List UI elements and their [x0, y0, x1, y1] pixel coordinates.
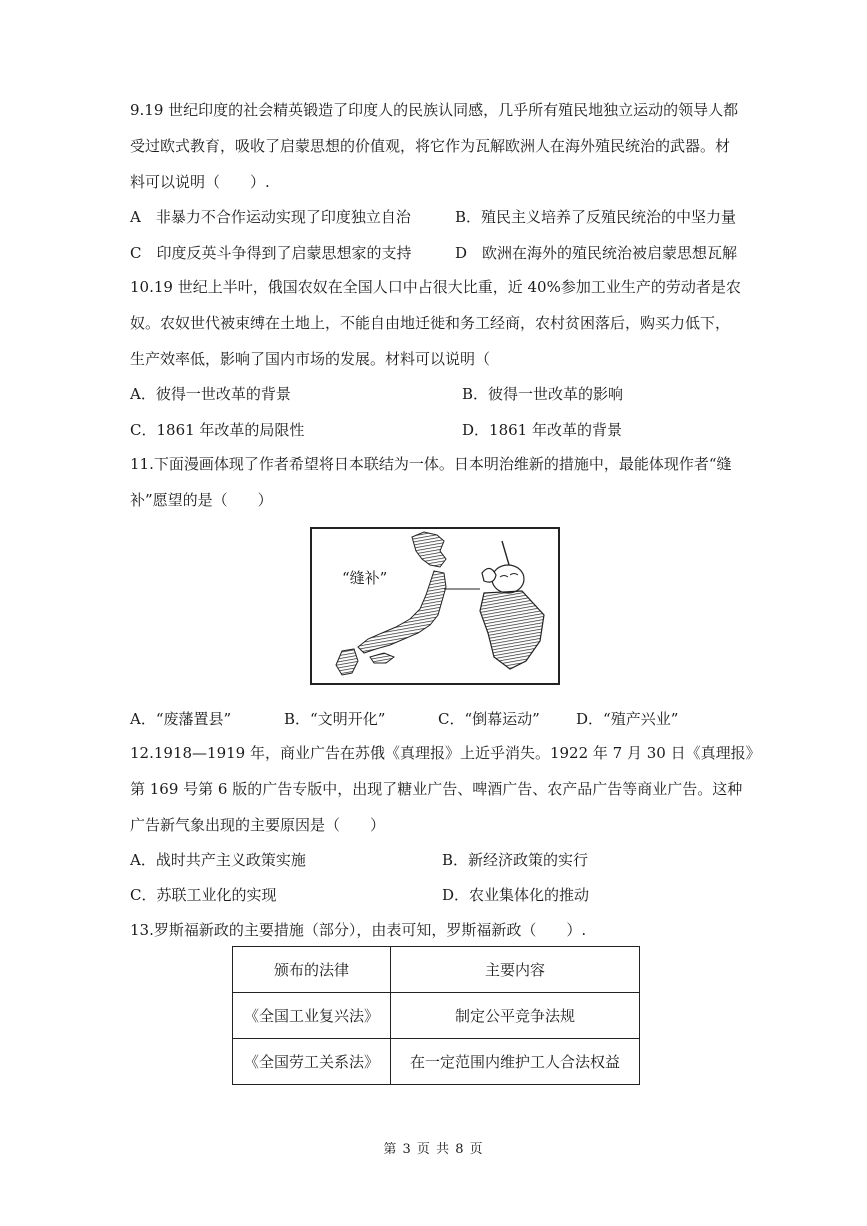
- q9-option-d[interactable]: D 欧洲在海外的殖民统治被启蒙思想瓦解: [455, 244, 738, 262]
- table-header-content: 主要内容: [391, 947, 640, 993]
- q11-option-d[interactable]: D．“殖产兴业”: [576, 710, 679, 728]
- new-deal-laws-table: [232, 946, 640, 1085]
- q11-option-c[interactable]: C．“倒幕运动”: [438, 710, 540, 728]
- q11-option-b[interactable]: B．“文明开化”: [284, 710, 386, 728]
- sewing-cartoon-figure: [310, 527, 560, 685]
- q9-option-b[interactable]: B．殖民主义培养了反殖民统治的中坚力量: [455, 208, 737, 226]
- q12-stem-line2: 第 169 号第 6 版的广告专版中，出现了糖业广告、啤酒广告、农产品广告等商业广告。这种: [130, 780, 743, 798]
- cartoon-caption: “缝补”: [342, 569, 388, 587]
- q9-stem-line1: 9.19 世纪印度的社会精英锻造了印度人的民族认同感，几乎所有殖民地独立运动的领导人都: [130, 101, 739, 119]
- q13-stem-line1: 13.罗斯福新政的主要措施（部分），由表可知，罗斯福新政（ ）.: [130, 921, 587, 939]
- q9-option-a[interactable]: A 非暴力不合作运动实现了印度独立自治: [130, 208, 411, 226]
- table-header-law: 颁布的法律: [233, 947, 391, 993]
- q9-option-c[interactable]: C 印度反英斗争得到了启蒙思想家的支持: [130, 244, 412, 262]
- q10-stem-line3: 生产效率低，影响了国内市场的发展。材料可以说明（: [130, 350, 491, 368]
- japan-map-cartoon-illustration: [312, 529, 558, 683]
- table-cell-law: 《全国劳工关系法》: [233, 1039, 391, 1085]
- table-row: [233, 993, 640, 1039]
- table-header-row: [233, 947, 640, 993]
- q12-stem-line3: 广告新气象出现的主要原因是（ ）: [130, 816, 386, 834]
- table-row: [233, 1039, 640, 1085]
- q10-stem-line2: 奴。农奴世代被束缚在土地上，不能自由地迁徙和务工经商，农村贫困落后，购买力低下，: [130, 314, 731, 332]
- table-cell-content: 在一定范围内维护工人合法权益: [391, 1039, 640, 1085]
- q12-option-c[interactable]: C．苏联工业化的实现: [130, 886, 277, 904]
- q11-option-a[interactable]: A．“废藩置县”: [130, 710, 232, 728]
- q11-stem-line1: 11.下面漫画体现了作者希望将日本联结为一体。日本明治维新的措施中，最能体现作者“缝: [130, 455, 732, 473]
- table-cell-content: 制定公平竞争法规: [391, 993, 640, 1039]
- q10-option-a[interactable]: A．彼得一世改革的背景: [130, 385, 291, 403]
- q9-stem-line3: 料可以说明（ ）.: [130, 173, 270, 191]
- q11-stem-line2: 补”愿望的是（ ）: [130, 491, 273, 509]
- q10-stem-line1: 10.19 世纪上半叶，俄国农奴在全国人口中占很大比重，近 40%参加工业生产的劳动者是农: [130, 278, 741, 296]
- page-footer: 第 3 页 共 8 页: [383, 1142, 484, 1157]
- q12-option-d[interactable]: D．农业集体化的推动: [442, 886, 590, 904]
- q10-option-c[interactable]: C．1861 年改革的局限性: [130, 421, 305, 439]
- q10-option-d[interactable]: D．1861 年改革的背景: [462, 421, 622, 439]
- q12-option-a[interactable]: A．战时共产主义政策实施: [130, 851, 306, 869]
- table-cell-law: 《全国工业复兴法》: [233, 993, 391, 1039]
- q10-option-b[interactable]: B．彼得一世改革的影响: [462, 385, 624, 403]
- q12-stem-line1: 12.1918—1919 年，商业广告在苏俄《真理报》上近乎消失。1922 年 7 月 30 日《真理报》: [130, 744, 761, 762]
- q9-stem-line2: 受过欧式教育，吸收了启蒙思想的价值观，将它作为瓦解欧洲人在海外殖民统治的武器。材: [130, 137, 731, 155]
- q12-option-b[interactable]: B．新经济政策的实行: [442, 851, 589, 869]
